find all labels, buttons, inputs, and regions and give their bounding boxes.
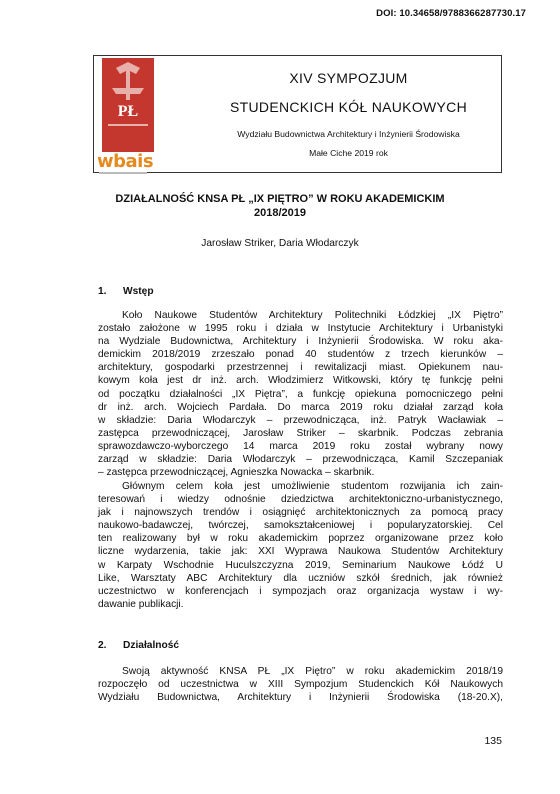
section-heading-activity xyxy=(98,640,179,651)
doi-label: DOI: 10.34658/9788366287730.17 xyxy=(376,8,526,19)
text-line: w Karpaty Wschodnie Huculszczyzna 2019, Seminarium Naukowe Łódź U xyxy=(98,559,503,571)
text-line: architektury, gospodarki przestrzennej i rewitalizacji miast. Opiekunem nau- xyxy=(98,362,503,374)
text-line: Swoją aktywność KNSA PŁ „IX Piętro” w roku akademickim 2018/19 xyxy=(122,666,503,677)
text-line: – zastępca przewodniczącej, Agnieszka Nowacka – skarbnik. xyxy=(98,467,375,479)
text-line: dawanie publikacji. xyxy=(98,598,184,610)
article-title-line2: 2018/2019 xyxy=(254,207,306,219)
article-title xyxy=(60,192,500,220)
text-line: Koło Naukowe Studentów Architektury Politechniki Łódzkiej „IX Piętro” xyxy=(122,310,503,321)
text-line: dr inż. arch. Wojciech Pardała. Do marca 2019 roku działał zarząd koła xyxy=(98,401,503,413)
paragraph-activity-1 xyxy=(98,665,503,704)
text-line: w składzie: Daria Włodarczyk – przewodnicząca, inż. Patryk Wacławiak – xyxy=(98,414,503,426)
text-line: jak i najnowszych trendów i osiągnięć architektonicznych za pomocą pracy xyxy=(98,507,503,519)
text-line: naukowo-badawczej, twórczej, samokształceniowej i popularyzatorskiej. Cel xyxy=(98,520,503,532)
text-line: zarząd w składzie: Daria Włodarczyk – przewodnicząca, Kamil Szczepaniak xyxy=(98,454,503,466)
article-title-line1: DZIAŁALNOŚĆ KNSA PŁ „IX PIĘTRO” W ROKU AKADEMICKIM xyxy=(115,193,445,205)
conference-title-line1: XIV SYMPOZJUM xyxy=(289,70,408,86)
text-line: liczne wydarzenia, takie jak: XXI Wyprawa Naukowa Studentów Architektury xyxy=(98,546,503,558)
page-number: 135 xyxy=(484,735,502,747)
text-line: uczestnictwo w konferencjach i sympozjach oraz organizacja wystaw i wy- xyxy=(98,585,503,597)
pl-logo-text: PŁ xyxy=(117,103,139,120)
pl-logo xyxy=(102,58,154,152)
text-line: na Wydziale Budownictwa, Architektury i Inżynierii Środowiska. W roku aka- xyxy=(98,336,503,348)
authors: Jarosław Striker, Daria Włodarczyk xyxy=(201,238,359,249)
text-line: Głównym celem koła jest umożliwienie studentom rozwijania ich zain- xyxy=(122,481,503,492)
text-line: teresowań i wiedzy odnośnie dziedzictwa architektoniczno-urbanistycznego, xyxy=(98,494,503,506)
conference-title-line2: STUDENCKICH KÓŁ NAUKOWYCH xyxy=(230,99,467,115)
text-line: ten realizowany był w roku akademickim poprzez organizowane przez koło xyxy=(98,533,503,545)
text-line: demickim 2018/2019 zrzeszało ponad 40 studentów z trzech kierunków – xyxy=(98,349,503,361)
paragraph-intro-1 xyxy=(98,309,503,479)
text-line: Like, Warsztaty ABC Architektury dla uczniów szkół średnich, jak również xyxy=(98,572,503,584)
section-number: 2. xyxy=(98,640,107,651)
text-line: zostało założone w 1995 roku i działa w Instytucie Architektury i Urbanistyki xyxy=(98,323,503,335)
text-line: kowym koła jest dr inż. arch. Włodzimierz Witkowski, który tę funkcję pełni xyxy=(98,375,503,387)
section-title: Wstęp xyxy=(123,286,154,297)
wbais-logo xyxy=(97,151,153,172)
text-line: rozpoczęło od uczestnictwa w XIII Sympozjum Studenckich Kół Naukowych xyxy=(98,679,503,691)
wbais-logo-text: wbais xyxy=(97,151,154,172)
section-number: 1. xyxy=(98,286,107,297)
text-line: zastępca przewodniczącej, Jarosław Striker – skarbnik. Podczas zebrania xyxy=(98,427,503,439)
text-line: od początku działalności „IX Piętra”, a funkcję opiekuna pomocniczego pełni xyxy=(98,388,503,400)
text-line: sprawozdawczo-wyborczego 14 marca 2019 roku został wybrany nowy xyxy=(98,440,503,452)
conference-header xyxy=(93,55,502,173)
text-line: Wydziału Budownictwa, Architektury i Inżynierii Środowiska (18-20.X), xyxy=(98,692,503,704)
paragraph-intro-2 xyxy=(98,480,503,611)
place-year: Małe Ciche 2019 rok xyxy=(309,148,388,158)
faculty-name: Wydziału Budownictwa Architektury i Inżynierii Środowiska xyxy=(237,129,460,139)
section-heading-intro xyxy=(98,286,154,297)
section-title: Działalność xyxy=(123,640,180,651)
